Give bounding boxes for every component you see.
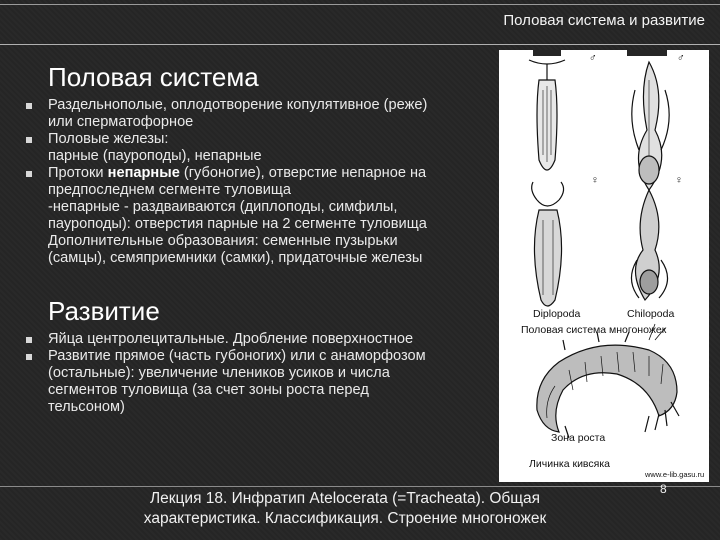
development-line xyxy=(22,382,426,399)
line-text: парные (пауроподы), непарные xyxy=(48,148,262,164)
line-text: (губоногие), отверстие непарное на xyxy=(179,165,427,181)
label-growth-zone: Зона роста xyxy=(551,432,606,444)
line-text: тельсоном) xyxy=(48,399,125,415)
female-symbol-chilopoda: ♀ xyxy=(675,174,683,186)
footer-divider xyxy=(0,486,720,487)
line-text: Развитие прямое (часть губоногих) или с анаморфозом xyxy=(48,348,426,364)
development-line xyxy=(22,348,426,365)
development-line xyxy=(22,399,426,416)
reproductive-line xyxy=(22,250,427,267)
female-symbol-diplopoda: ♀ xyxy=(591,174,599,186)
reproductive-line xyxy=(22,165,427,182)
label-diplopoda: Diplopoda xyxy=(533,308,581,320)
development-bullet-list xyxy=(22,331,426,416)
line-text: Яйца центролецитальные. Дробление поверхностное xyxy=(48,331,414,347)
male-symbol-chilopoda: ♂ xyxy=(677,52,685,64)
header-divider xyxy=(0,44,720,45)
figure-drawings xyxy=(499,50,709,482)
line-text: Половые железы: xyxy=(48,131,169,147)
reproductive-line xyxy=(22,131,427,148)
chilopoda-female-drawing xyxy=(631,190,667,300)
label-chilopoda: Chilopoda xyxy=(627,308,675,320)
development-line xyxy=(22,331,426,348)
bullet-square-icon xyxy=(26,103,32,109)
chilopoda-male-drawing xyxy=(632,62,669,190)
source-url: www.e-lib.gasu.ru xyxy=(645,470,705,479)
reproductive-line xyxy=(22,216,427,233)
caption-millipede-larva: Личинка кивсяка xyxy=(529,458,610,470)
reproductive-line xyxy=(22,199,427,216)
reproductive-line xyxy=(22,182,427,199)
reproductive-line xyxy=(22,233,427,250)
diplopoda-female-drawing xyxy=(532,182,564,306)
development-line xyxy=(22,365,426,382)
male-symbol-diplopoda: ♂ xyxy=(589,52,597,64)
line-text: сегментов туловища (за счет зоны роста перед xyxy=(48,382,369,398)
emphasis-text: непарные xyxy=(107,165,180,181)
reproductive-bullet-list xyxy=(22,97,427,267)
heading-reproductive-system: Половая система xyxy=(48,62,259,92)
line-text: -непарные - раздваиваются (диплоподы, симфилы, xyxy=(48,199,398,215)
heading-development: Развитие xyxy=(48,296,160,326)
millipede-larva-drawing xyxy=(537,324,679,438)
line-text: Протоки xyxy=(48,165,108,181)
reproductive-line xyxy=(22,114,427,131)
bullet-square-icon xyxy=(26,337,32,343)
bullet-square-icon xyxy=(26,354,32,360)
myriapod-figure xyxy=(499,50,709,482)
footer-lecture-title-line2: характеристика. Классификация. Строение многоножек xyxy=(143,510,547,527)
reproductive-line xyxy=(22,97,427,114)
footer-lecture-title-line1: Лекция 18. Инфратип Atelocerata (=Tracheata). Общая xyxy=(149,490,541,507)
diplopoda-male-drawing xyxy=(529,60,565,170)
top-rule xyxy=(0,4,720,5)
page-number: 8 xyxy=(660,482,667,496)
bullet-square-icon xyxy=(26,171,32,177)
line-text: предпоследнем сегменте туловища xyxy=(48,182,292,198)
slide-header-title: Половая система и развитие xyxy=(503,12,705,29)
line-text: пауроподы): отверстия парные на 2 сегменте туловища xyxy=(48,216,427,232)
line-text: Дополнительные образования: семенные пузырьки xyxy=(48,233,398,249)
line-text: (самцы), семяприемники (самки), придаточные железы xyxy=(48,250,423,266)
reproductive-line xyxy=(22,148,427,165)
bullet-square-icon xyxy=(26,137,32,143)
line-text: или сперматофорное xyxy=(48,114,194,130)
line-text: (остальные): увеличение члеников усиков и числа xyxy=(48,365,390,381)
caption-reproductive-system: Половая система многоножек xyxy=(521,324,667,336)
line-text: Раздельнополые, оплодотворение копулятивное (реже) xyxy=(48,97,428,113)
